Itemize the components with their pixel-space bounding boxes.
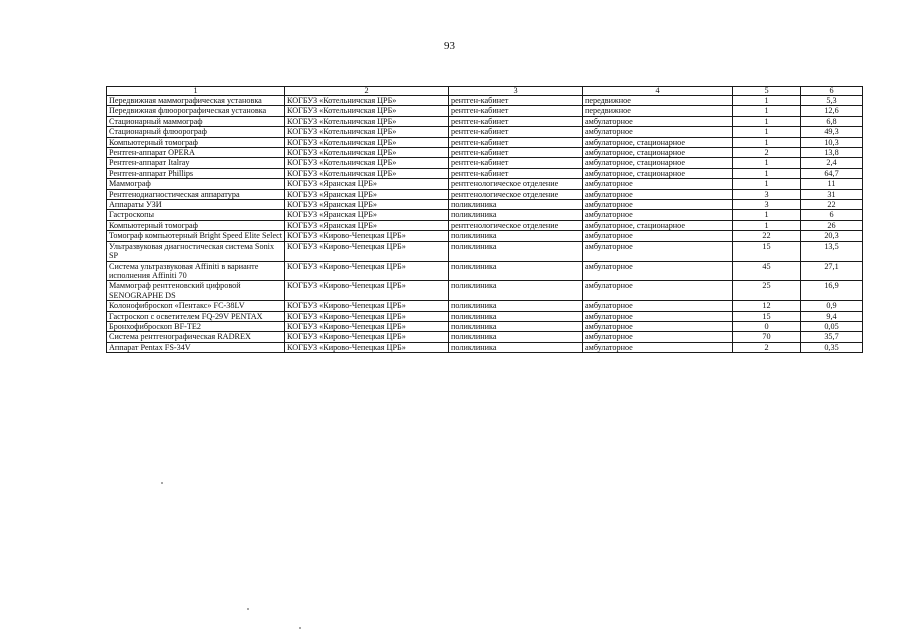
quantity-cell: 22 [733,231,801,241]
quantity-cell: 1 [733,220,801,230]
table-row [107,189,863,199]
table-row [107,342,863,352]
table-row [107,220,863,230]
care-type-cell: амбулаторное [583,332,733,342]
column-header: 4 [583,87,733,96]
department-cell: поликлиника [449,281,583,301]
department-cell: поликлиника [449,231,583,241]
table-row [107,168,863,178]
quantity-cell: 0 [733,321,801,331]
value-cell: 20,3 [801,231,863,241]
equipment-name-cell: Компьютерный томограф [107,137,285,147]
department-cell: поликлиника [449,200,583,210]
scan-speck [247,608,249,610]
department-cell: рентгенологическое отделение [449,179,583,189]
department-cell: рентген-кабинет [449,168,583,178]
value-cell: 10,3 [801,137,863,147]
care-type-cell: амбулаторное, стационарное [583,220,733,230]
organization-cell: КОГБУЗ «Яранская ЦРБ» [285,210,449,220]
care-type-cell: амбулаторное [583,321,733,331]
organization-cell: КОГБУЗ «Кирово-Чепецкая ЦРБ» [285,301,449,311]
department-cell: поликлиника [449,241,583,261]
table-row [107,148,863,158]
value-cell: 6,8 [801,116,863,126]
table-row [107,106,863,116]
department-cell: рентген-кабинет [449,127,583,137]
equipment-name-cell: Рентген-аппарат Phillips [107,168,285,178]
equipment-name-cell: Стационарный маммограф [107,116,285,126]
care-type-cell: амбулаторное [583,342,733,352]
organization-cell: КОГБУЗ «Котельничская ЦРБ» [285,116,449,126]
table-row [107,158,863,168]
quantity-cell: 1 [733,158,801,168]
quantity-cell: 15 [733,241,801,261]
organization-cell: КОГБУЗ «Кирово-Чепецкая ЦРБ» [285,311,449,321]
organization-cell: КОГБУЗ «Кирово-Чепецкая ЦРБ» [285,261,449,281]
equipment-name-cell: Рентген-аппарат Italray [107,158,285,168]
quantity-cell: 45 [733,261,801,281]
care-type-cell: амбулаторное, стационарное [583,137,733,147]
quantity-cell: 2 [733,148,801,158]
organization-cell: КОГБУЗ «Кирово-Чепецкая ЦРБ» [285,332,449,342]
equipment-name-cell: Рентгенодиагностическая аппаратура [107,189,285,199]
equipment-table [106,86,863,353]
quantity-cell: 1 [733,137,801,147]
quantity-cell: 3 [733,189,801,199]
value-cell: 64,7 [801,168,863,178]
department-cell: рентген-кабинет [449,137,583,147]
care-type-cell: амбулаторное, стационарное [583,148,733,158]
equipment-name-cell: Система ультразвуковая Affiniti в варианте исполнения Affiniti 70 [107,261,285,281]
quantity-cell: 2 [733,342,801,352]
equipment-name-cell: Бронхофиброскоп BF-TE2 [107,321,285,331]
care-type-cell: амбулаторное [583,261,733,281]
equipment-name-cell: Аппараты УЗИ [107,200,285,210]
table-header-row [107,87,863,96]
value-cell: 16,9 [801,281,863,301]
equipment-name-cell: Томограф компьютерный Bright Speed Elite Select [107,231,285,241]
value-cell: 11 [801,179,863,189]
organization-cell: КОГБУЗ «Кирово-Чепецкая ЦРБ» [285,321,449,331]
table-row [107,127,863,137]
care-type-cell: передвижное [583,96,733,106]
equipment-name-cell: Компьютерный томограф [107,220,285,230]
column-header: 6 [801,87,863,96]
care-type-cell: амбулаторное [583,200,733,210]
quantity-cell: 70 [733,332,801,342]
value-cell: 12,6 [801,106,863,116]
equipment-name-cell: Колонофиброскоп «Пентакс» FC-38LV [107,301,285,311]
equipment-name-cell: Маммограф [107,179,285,189]
care-type-cell: амбулаторное, стационарное [583,168,733,178]
care-type-cell: амбулаторное [583,116,733,126]
department-cell: поликлиника [449,321,583,331]
equipment-name-cell: Ультразвуковая диагностическая система Sonix SP [107,241,285,261]
care-type-cell: амбулаторное [583,301,733,311]
equipment-name-cell: Стационарный флюорограф [107,127,285,137]
table-row [107,321,863,331]
table-row [107,179,863,189]
care-type-cell: амбулаторное [583,127,733,137]
scan-speck [299,627,301,629]
care-type-cell: амбулаторное [583,179,733,189]
value-cell: 2,4 [801,158,863,168]
quantity-cell: 3 [733,200,801,210]
table-row [107,137,863,147]
department-cell: рентген-кабинет [449,116,583,126]
equipment-name-cell: Гастроскопы [107,210,285,220]
quantity-cell: 12 [733,301,801,311]
department-cell: поликлиника [449,301,583,311]
department-cell: поликлиника [449,342,583,352]
value-cell: 0,9 [801,301,863,311]
equipment-name-cell: Аппарат Pentax FS-34V [107,342,285,352]
value-cell: 13,8 [801,148,863,158]
page-number: 93 [444,40,455,52]
department-cell: рентген-кабинет [449,106,583,116]
department-cell: рентген-кабинет [449,148,583,158]
column-header: 5 [733,87,801,96]
care-type-cell: амбулаторное [583,241,733,261]
value-cell: 26 [801,220,863,230]
organization-cell: КОГБУЗ «Котельничская ЦРБ» [285,127,449,137]
table-row [107,241,863,261]
organization-cell: КОГБУЗ «Котельничская ЦРБ» [285,106,449,116]
table-row [107,231,863,241]
value-cell: 35,7 [801,332,863,342]
value-cell: 13,5 [801,241,863,261]
department-cell: рентген-кабинет [449,96,583,106]
department-cell: рентген-кабинет [449,158,583,168]
table-row [107,281,863,301]
department-cell: поликлиника [449,261,583,281]
value-cell: 5,3 [801,96,863,106]
organization-cell: КОГБУЗ «Яранская ЦРБ» [285,179,449,189]
care-type-cell: амбулаторное, стационарное [583,158,733,168]
column-header: 1 [107,87,285,96]
department-cell: поликлиника [449,332,583,342]
equipment-name-cell: Система рентгенографическая RADREX [107,332,285,342]
quantity-cell: 1 [733,106,801,116]
organization-cell: КОГБУЗ «Кирово-Чепецкая ЦРБ» [285,281,449,301]
value-cell: 6 [801,210,863,220]
quantity-cell: 15 [733,311,801,321]
quantity-cell: 25 [733,281,801,301]
care-type-cell: амбулаторное [583,189,733,199]
quantity-cell: 1 [733,179,801,189]
value-cell: 49,3 [801,127,863,137]
organization-cell: КОГБУЗ «Яранская ЦРБ» [285,220,449,230]
quantity-cell: 1 [733,96,801,106]
equipment-name-cell: Передвижная флюорографическая установка [107,106,285,116]
table-row [107,261,863,281]
care-type-cell: амбулаторное [583,231,733,241]
quantity-cell: 1 [733,210,801,220]
table-row [107,332,863,342]
equipment-name-cell: Рентген-аппарат OPERA [107,148,285,158]
care-type-cell: амбулаторное [583,210,733,220]
quantity-cell: 1 [733,168,801,178]
equipment-name-cell: Передвижная маммографическая установка [107,96,285,106]
organization-cell: КОГБУЗ «Котельничская ЦРБ» [285,96,449,106]
table-row [107,96,863,106]
scan-speck [161,482,163,484]
organization-cell: КОГБУЗ «Котельничская ЦРБ» [285,168,449,178]
value-cell: 0,35 [801,342,863,352]
department-cell: поликлиника [449,311,583,321]
care-type-cell: амбулаторное [583,281,733,301]
organization-cell: КОГБУЗ «Яранская ЦРБ» [285,189,449,199]
organization-cell: КОГБУЗ «Котельничская ЦРБ» [285,148,449,158]
department-cell: поликлиника [449,210,583,220]
equipment-name-cell: Маммограф рентгеновский цифровой SENOGRAPHE DS [107,281,285,301]
organization-cell: КОГБУЗ «Котельничская ЦРБ» [285,158,449,168]
column-header: 3 [449,87,583,96]
value-cell: 22 [801,200,863,210]
quantity-cell: 1 [733,127,801,137]
table-row [107,311,863,321]
organization-cell: КОГБУЗ «Кирово-Чепецкая ЦРБ» [285,342,449,352]
organization-cell: КОГБУЗ «Кирово-Чепецкая ЦРБ» [285,241,449,261]
care-type-cell: передвижное [583,106,733,116]
organization-cell: КОГБУЗ «Кирово-Чепецкая ЦРБ» [285,231,449,241]
column-header: 2 [285,87,449,96]
table-row [107,210,863,220]
value-cell: 0,05 [801,321,863,331]
table-row [107,116,863,126]
value-cell: 27,1 [801,261,863,281]
organization-cell: КОГБУЗ «Котельничская ЦРБ» [285,137,449,147]
value-cell: 9,4 [801,311,863,321]
department-cell: рентгенологическое отделение [449,189,583,199]
table-row [107,200,863,210]
equipment-name-cell: Гастроскоп с осветителем FQ-29V PENTAX [107,311,285,321]
table-row [107,301,863,311]
organization-cell: КОГБУЗ «Яранская ЦРБ» [285,200,449,210]
care-type-cell: амбулаторное [583,311,733,321]
quantity-cell: 1 [733,116,801,126]
value-cell: 31 [801,189,863,199]
department-cell: рентгенологическое отделение [449,220,583,230]
